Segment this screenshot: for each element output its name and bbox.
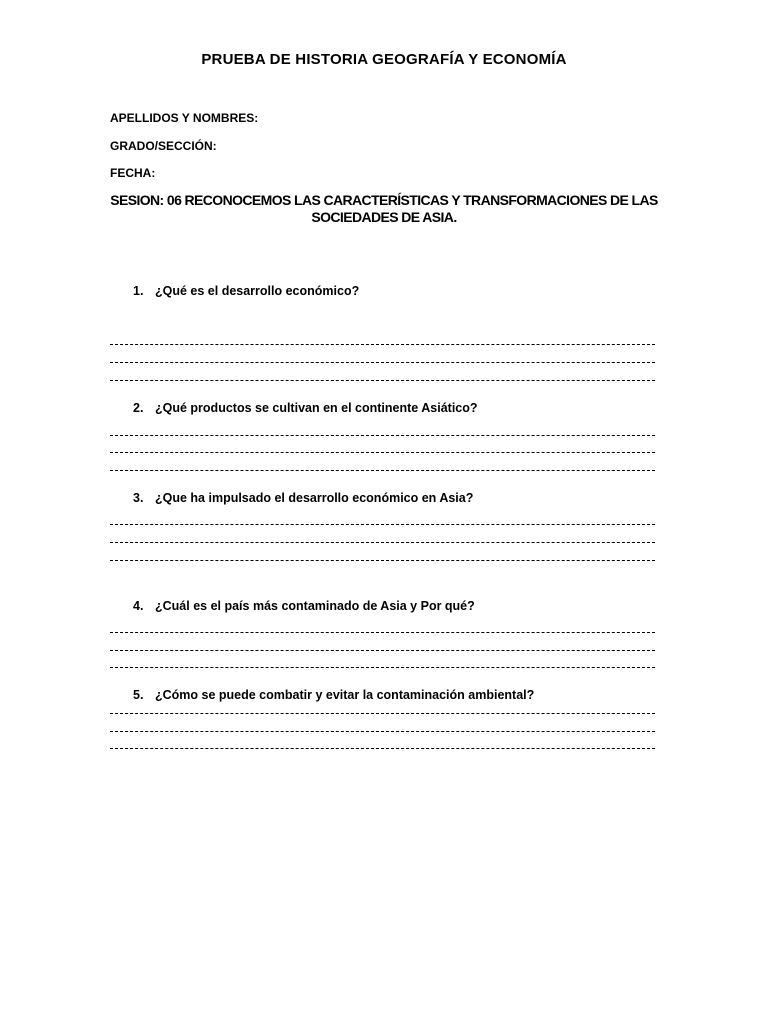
question-3 (133, 491, 473, 505)
date-field-label: FECHA: (110, 166, 156, 180)
question-number: 3. (133, 491, 144, 505)
answer-line[interactable] (110, 344, 655, 345)
answer-line[interactable] (110, 542, 655, 543)
answer-line[interactable] (110, 667, 655, 668)
question-text: ¿Qué productos se cultivan en el continente Asiático? (155, 401, 478, 415)
session-heading (100, 192, 668, 226)
answer-line[interactable] (110, 713, 655, 714)
question-number: 5. (133, 688, 144, 702)
session-heading-line-2: SOCIEDADES DE ASIA. (311, 209, 457, 225)
page-title: PRUEBA DE HISTORIA GEOGRAFÍA Y ECONOMÍA (201, 51, 567, 68)
answer-line[interactable] (110, 380, 655, 381)
question-text: ¿Cuál es el país más contaminado de Asia y Por qué? (155, 599, 475, 613)
answer-line[interactable] (110, 452, 655, 453)
answer-line[interactable] (110, 470, 655, 471)
question-1 (133, 284, 359, 298)
question-text: ¿Qué es el desarrollo económico? (155, 284, 360, 298)
answer-line[interactable] (110, 435, 655, 436)
question-number: 4. (133, 599, 144, 613)
name-field-label: APELLIDOS Y NOMBRES: (110, 111, 259, 125)
question-number: 1. (133, 284, 144, 298)
answer-line[interactable] (110, 560, 655, 561)
grade-field-label: GRADO/SECCIÓN: (110, 139, 217, 153)
question-4 (133, 599, 475, 613)
question-text: ¿Que ha impulsado el desarrollo económico en Asia? (155, 491, 474, 505)
question-text: ¿Cómo se puede combatir y evitar la contaminación ambiental? (155, 688, 535, 702)
answer-line[interactable] (110, 362, 655, 363)
answer-line[interactable] (110, 731, 655, 732)
question-2 (133, 401, 478, 415)
answer-line[interactable] (110, 632, 655, 633)
question-number: 2. (133, 401, 144, 415)
session-heading-line-1: SESION: 06 RECONOCEMOS LAS CARACTERÍSTICAS Y TRANSFORMACIONES DE LAS (110, 192, 658, 208)
answer-line[interactable] (110, 524, 655, 525)
answer-line[interactable] (110, 650, 655, 651)
question-5 (133, 688, 534, 702)
answer-line[interactable] (110, 748, 655, 749)
